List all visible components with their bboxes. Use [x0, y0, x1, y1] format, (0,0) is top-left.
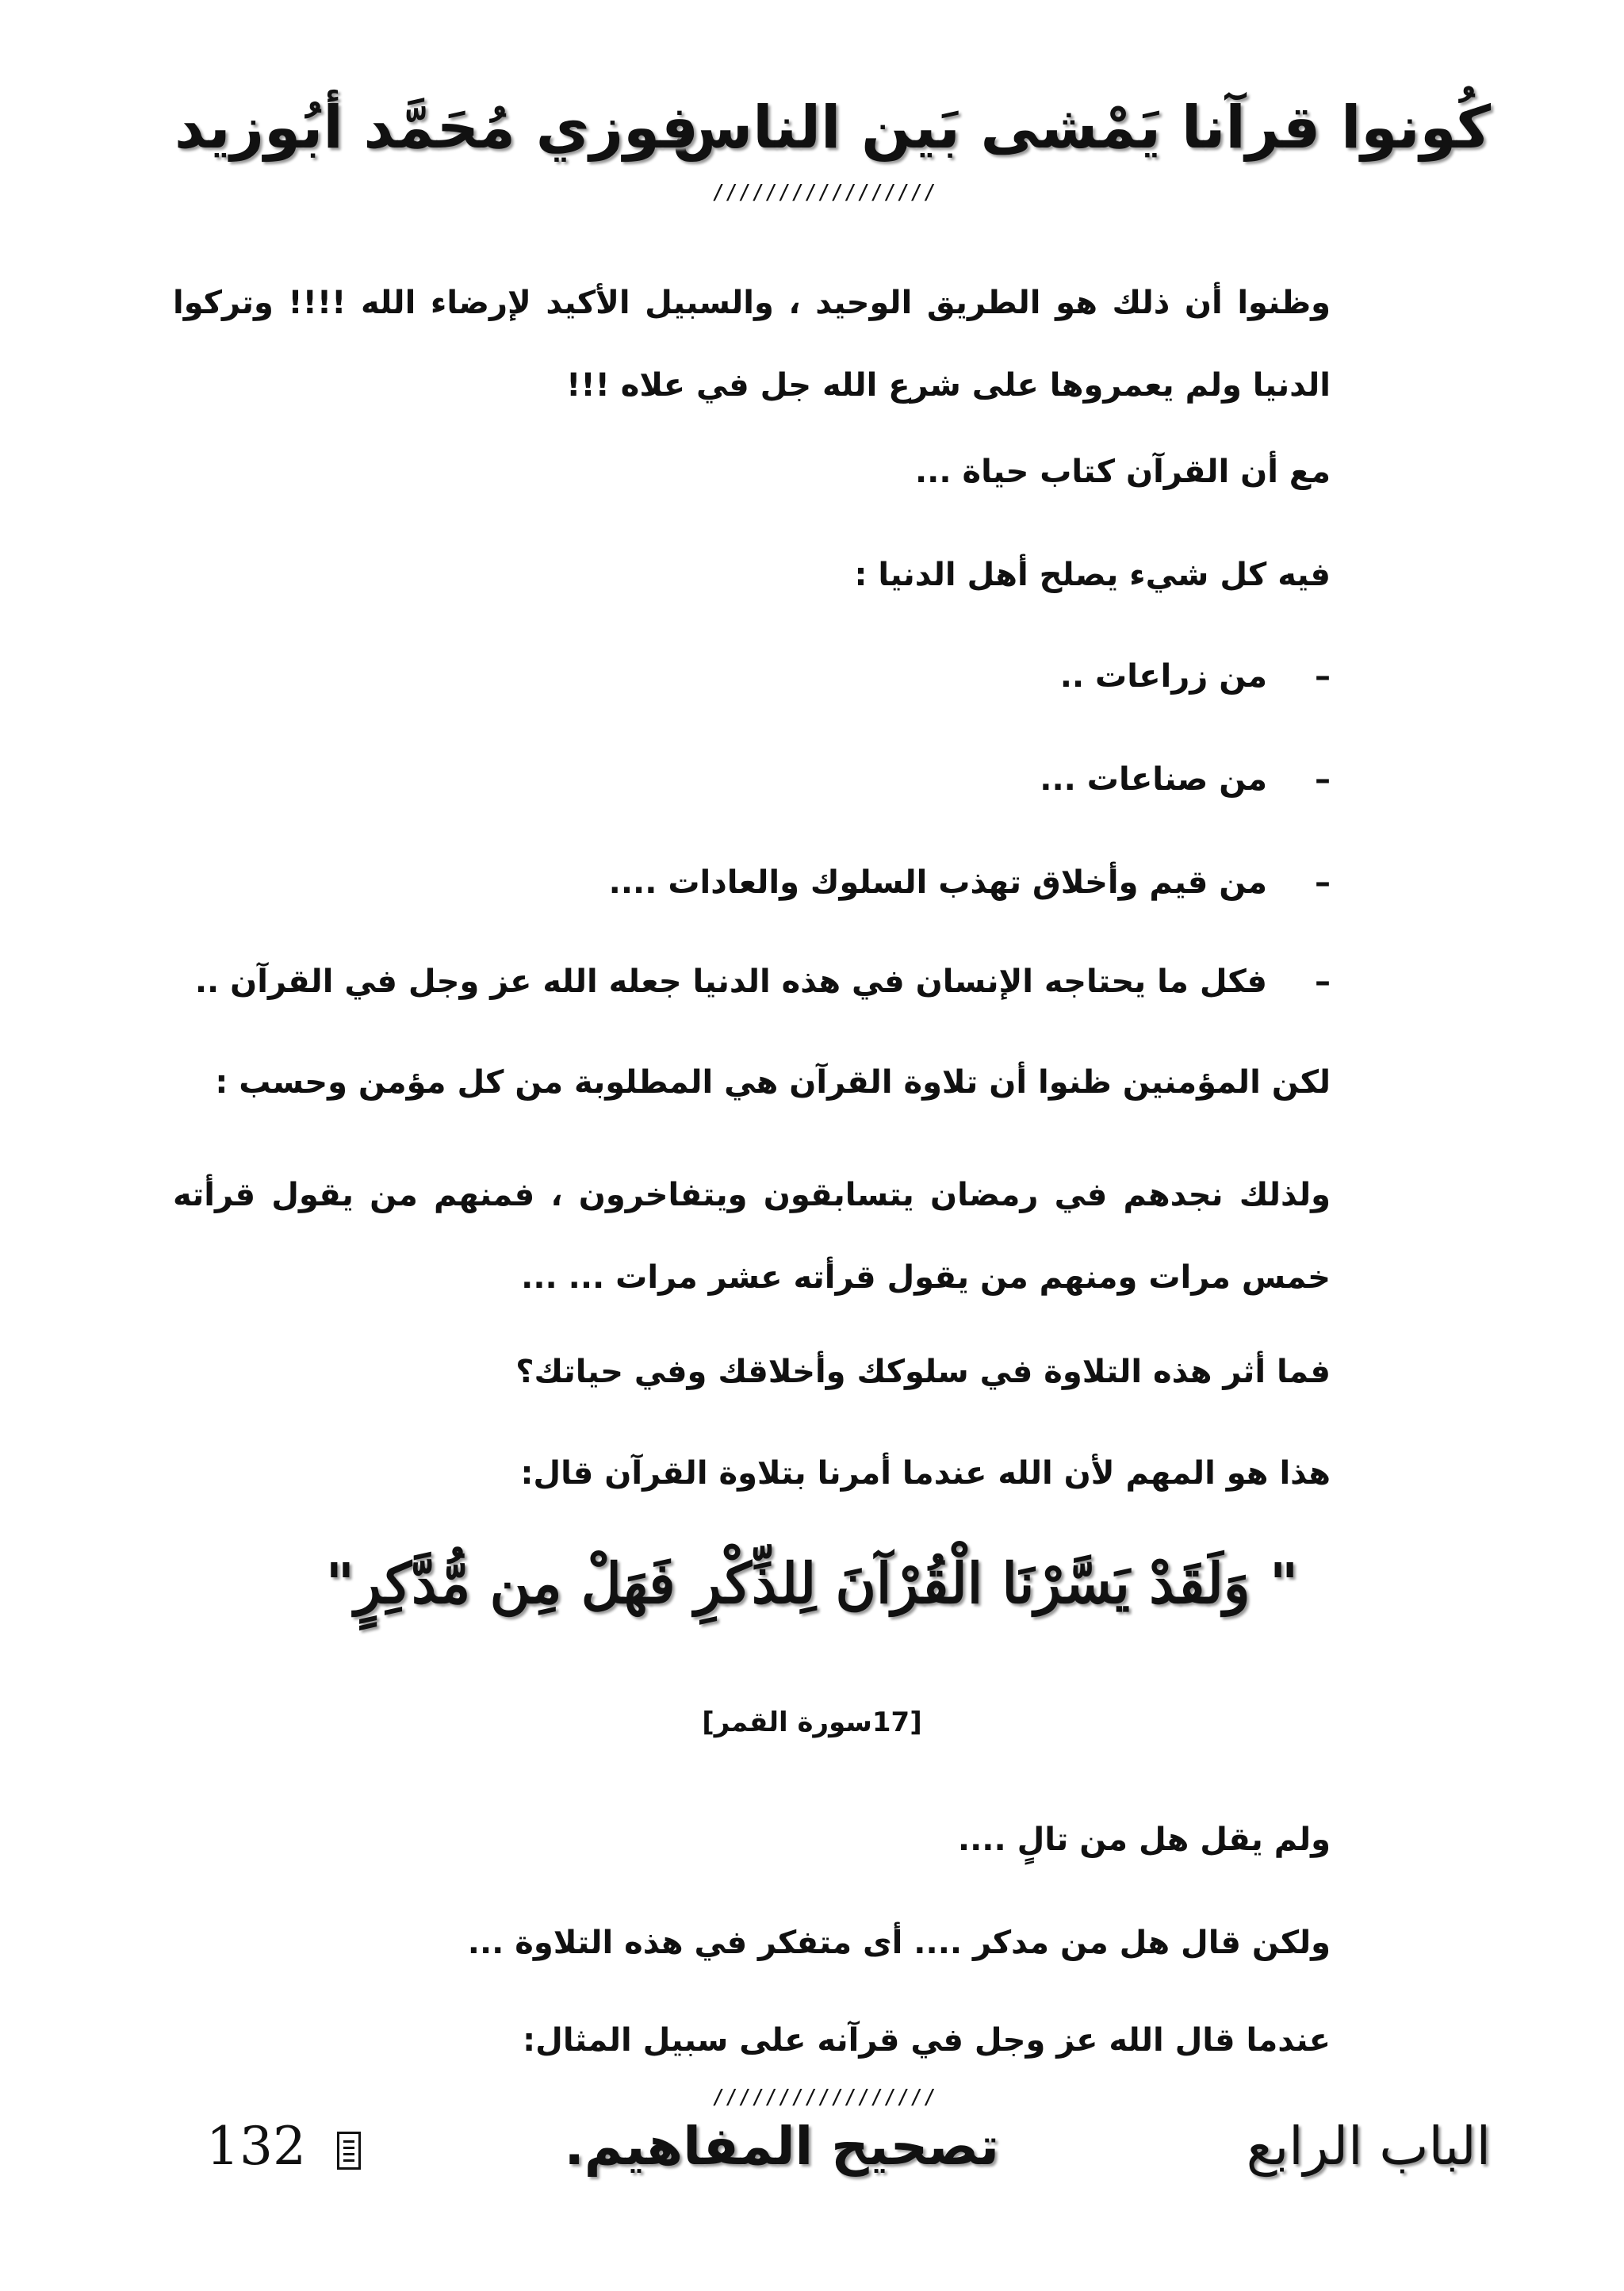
bullet-dash: –	[1315, 864, 1331, 901]
line-not-said: ولم يقل هل من تالٍ ....	[957, 1822, 1331, 1858]
bullet-dash: –	[1315, 964, 1331, 1000]
list-item	[1040, 761, 1331, 798]
book-title: كُونوا قرآنا يَمْشى بَين الناس	[672, 94, 1491, 162]
list-item-text: من صناعات ...	[1040, 761, 1267, 798]
paragraph-ramadan: ولذلك نجدهم في رمضان يتسابقون ويتفاخرون ، فمنهم من يقول قرأته خمس مرات ومنهم من يقول قرأته عشر مرات ... ...	[173, 1177, 1331, 1296]
page-number: 132	[206, 2116, 306, 2177]
header-separator: /////////////////	[712, 181, 937, 205]
verse-reference: [17سورة القمر]	[702, 1707, 922, 1738]
book-icon	[337, 2132, 361, 2170]
footer-separator: /////////////////	[712, 2086, 937, 2109]
line-quran-life: مع أن القرآن كتاب حياة ...	[914, 454, 1331, 490]
bullet-dash: –	[1315, 761, 1331, 798]
bullet-dash: –	[1315, 658, 1331, 695]
list-item-text: فكل ما يحتاجه الإنسان في هذه الدنيا جعله الله عز وجل في القرآن ..	[194, 964, 1267, 1000]
list-item	[195, 964, 1331, 1000]
list-item-text: من قيم وأخلاق تهذب السلوك والعادات ....	[608, 864, 1267, 901]
section-title: تصحيح المفاهيم.	[564, 2116, 999, 2177]
list-item	[609, 864, 1331, 901]
page-header	[159, 94, 1491, 181]
list-item-text: من زراعات ..	[1059, 658, 1267, 695]
line-but-said: ولكن قال هل من مدكر .... أى متفكر في هذه التلاوة ...	[467, 1925, 1331, 1961]
line-believers: لكن المؤمنين ظنوا أن تلاوة القرآن هي المطلوبة من كل مؤمن وحسب :	[215, 1064, 1331, 1101]
line-important: هذا هو المهم لأن الله عندما أمرنا بتلاوة القرآن قال:	[520, 1455, 1331, 1492]
line-everything: فيه كل شيء يصلح أهل الدنيا :	[854, 557, 1331, 593]
line-when-said: عندما قال الله عز وجل في قرآنه على سبيل المثال:	[523, 2022, 1331, 2059]
line-effect: فما أثر هذه التلاوة في سلوكك وأخلاقك وفي حياتك؟	[515, 1354, 1331, 1390]
author-name: فوزي مُحَمَّد أبُوزيد	[174, 94, 699, 162]
chapter-title: الباب الرابع	[1246, 2116, 1491, 2177]
list-item	[1060, 658, 1331, 695]
paragraph-intro: وظنوا أن ذلك هو الطريق الوحيد ، والسبيل الأكيد لإرضاء الله !!!! وتركوا الدنيا ولم يعمروها على شرع الله جل في علاه !!!	[173, 285, 1331, 404]
quran-verse: " وَلَقَدْ يَسَّرْنَا الْقُرْآنَ لِلذِّكْرِ فَهَلْ مِن مُّدَّكِرٍ"	[325, 1550, 1299, 1616]
page-footer	[159, 2116, 1491, 2195]
page-number-block	[206, 2116, 361, 2177]
